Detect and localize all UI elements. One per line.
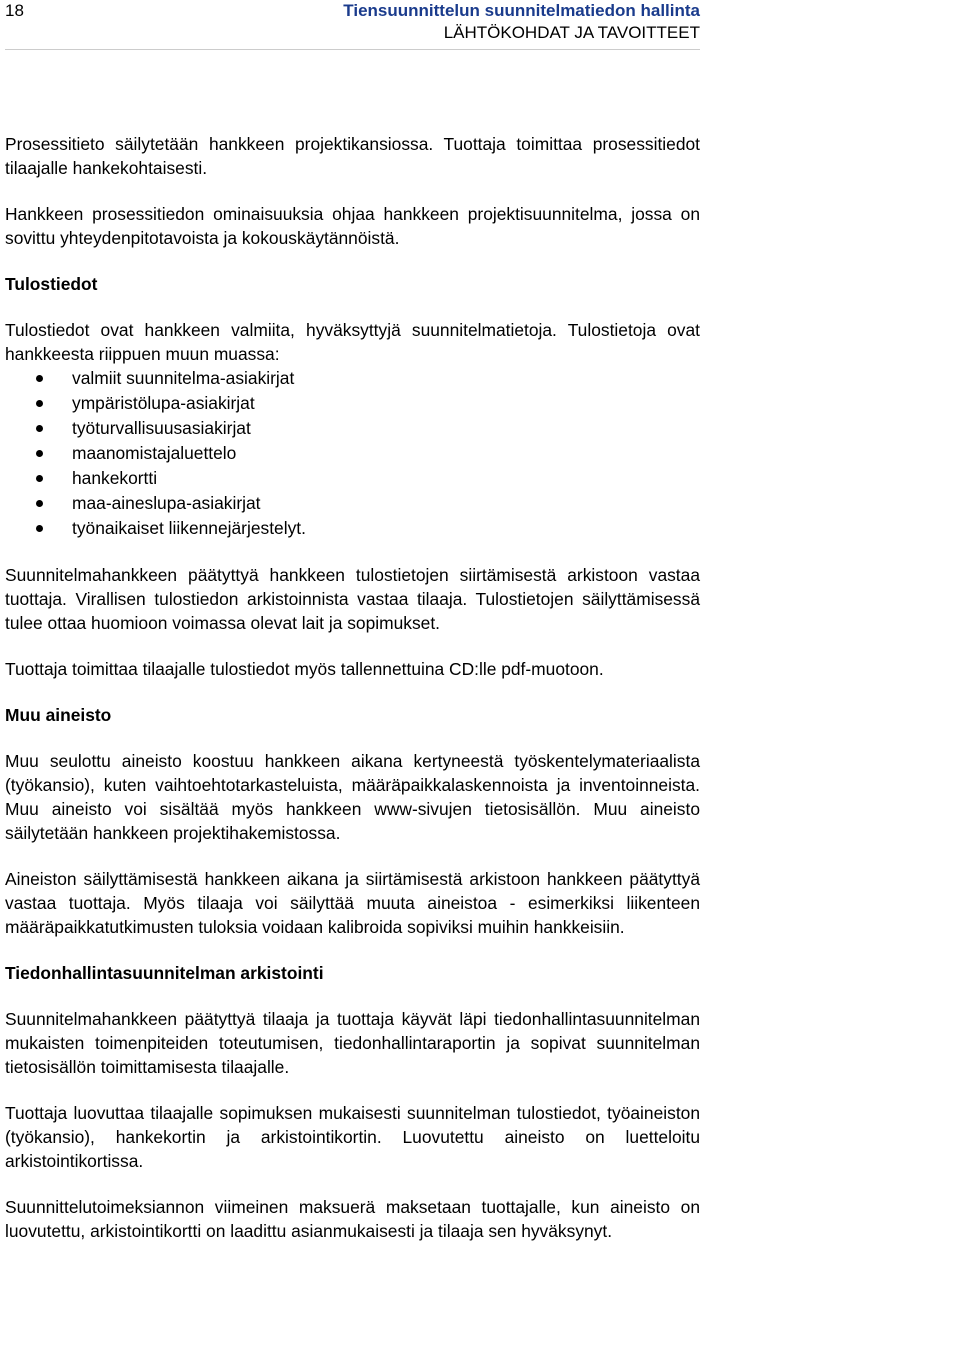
- list-item-text: työnaikaiset liikennejärjestelyt.: [72, 518, 306, 538]
- page-number: 18: [5, 1, 24, 20]
- list-item: [5, 441, 700, 466]
- header-divider: [5, 49, 700, 50]
- section-heading: Tulostiedot: [5, 274, 98, 294]
- paragraph: Suunnitelmahankkeen päätyttyä hankkeen tulostietojen siirtämisestä arkistoon vastaa tuottaja. Virallisen tulostiedon arkistoinnista vastaa tilaaja. Tulostietojen säilyttämisessä tulee ottaa huomioon voimassa olevat lait ja sopimukset.: [5, 565, 700, 633]
- paragraph: Prosessitieto säilytetään hankkeen projektikansiossa. Tuottaja toimittaa prosessitiedot tilaajalle hankekohtaisesti.: [5, 134, 700, 178]
- list-item-text: maa-aineslupa-asiakirjat: [72, 493, 261, 513]
- paragraph: Suunnitelmahankkeen päätyttyä tilaaja ja tuottaja käyvät läpi tiedonhallintasuunnitelman mukaisten toimenpiteiden toteutumisen, tiedonhallintaraportin ja sopivat suunnitelman tietosisällön toimittamisesta tilaajalle.: [5, 1009, 700, 1077]
- bullet-icon: [36, 375, 43, 382]
- list-item-text: valmiit suunnitelma-asiakirjat: [72, 368, 295, 388]
- bullet-icon: [36, 500, 43, 507]
- bullet-icon: [36, 425, 43, 432]
- list-item: [5, 491, 700, 516]
- list-item-text: työturvallisuusasiakirjat: [72, 418, 251, 438]
- section-heading: Tiedonhallintasuunnitelman arkistointi: [5, 963, 324, 983]
- list-item: [5, 366, 700, 391]
- header-subtitle: LÄHTÖKOHDAT JA TAVOITTEET: [443, 23, 700, 42]
- list-item: [5, 516, 700, 541]
- list-item-text: maanomistajaluettelo: [72, 443, 237, 463]
- paragraph: Aineiston säilyttämisestä hankkeen aikana ja siirtämisestä arkistoon hankkeen päätyttyä vastaa tuottaja. Myös tilaaja voi säilyttää muuta aineistoa - esimerkiksi liikenteen määräpaikkatutkimusten tuloksia voidaan kalibroida sopiviksi muihin hankkeisiin.: [5, 869, 700, 937]
- list-item: [5, 416, 700, 441]
- paragraph: Tulostiedot ovat hankkeen valmiita, hyväksyttyjä suunnitelmatietoja. Tulostietoja ovat hankkeesta riippuen muun muassa:: [5, 320, 700, 364]
- header-title: Tiensuunnittelun suunnitelmatiedon hallinta: [343, 1, 700, 20]
- bullet-icon: [36, 475, 43, 482]
- list-item: [5, 466, 700, 491]
- list-item-text: ympäristölupa-asiakirjat: [72, 393, 255, 413]
- paragraph: Suunnittelutoimeksiannon viimeinen maksuerä maksetaan tuottajalle, kun aineisto on luovutettu, arkistointikortti on laadittu asianmukaisesti ja tilaaja sen hyväksynyt.: [5, 1197, 700, 1241]
- bullet-icon: [36, 400, 43, 407]
- list-item: [5, 391, 700, 416]
- bullet-icon: [36, 450, 43, 457]
- document-body: [5, 132, 700, 1265]
- paragraph: Hankkeen prosessitiedon ominaisuuksia ohjaa hankkeen projektisuunnitelma, jossa on sovittu yhteydenpitotavoista ja kokouskäytännöistä.: [5, 204, 700, 248]
- paragraph: Muu seulottu aineisto koostuu hankkeen aikana kertyneestä työskentelymateriaalista (työkansio), kuten vaihtoehtotarkasteluista, määräpaikkalaskennoista ja inventoinneista. Muu aineisto voi sisältää myös hankkeen www-sivujen tietosisällön. Muu aineisto säilytetään hankkeen projektihakemistossa.: [5, 751, 700, 843]
- section-heading: Muu aineisto: [5, 705, 112, 725]
- paragraph: Tuottaja toimittaa tilaajalle tulostiedot myös tallennettuina CD:lle pdf-muotoon.: [5, 659, 604, 679]
- bullet-list: [5, 366, 700, 541]
- bullet-icon: [36, 525, 43, 532]
- paragraph: Tuottaja luovuttaa tilaajalle sopimuksen mukaisesti suunnitelman tulostiedot, työaineiston (työkansio), hankekortin ja arkistointikortin. Luovutettu aineisto on luetteloitu arkistointikortissa.: [5, 1103, 700, 1171]
- list-item-text: hankekortti: [72, 468, 158, 488]
